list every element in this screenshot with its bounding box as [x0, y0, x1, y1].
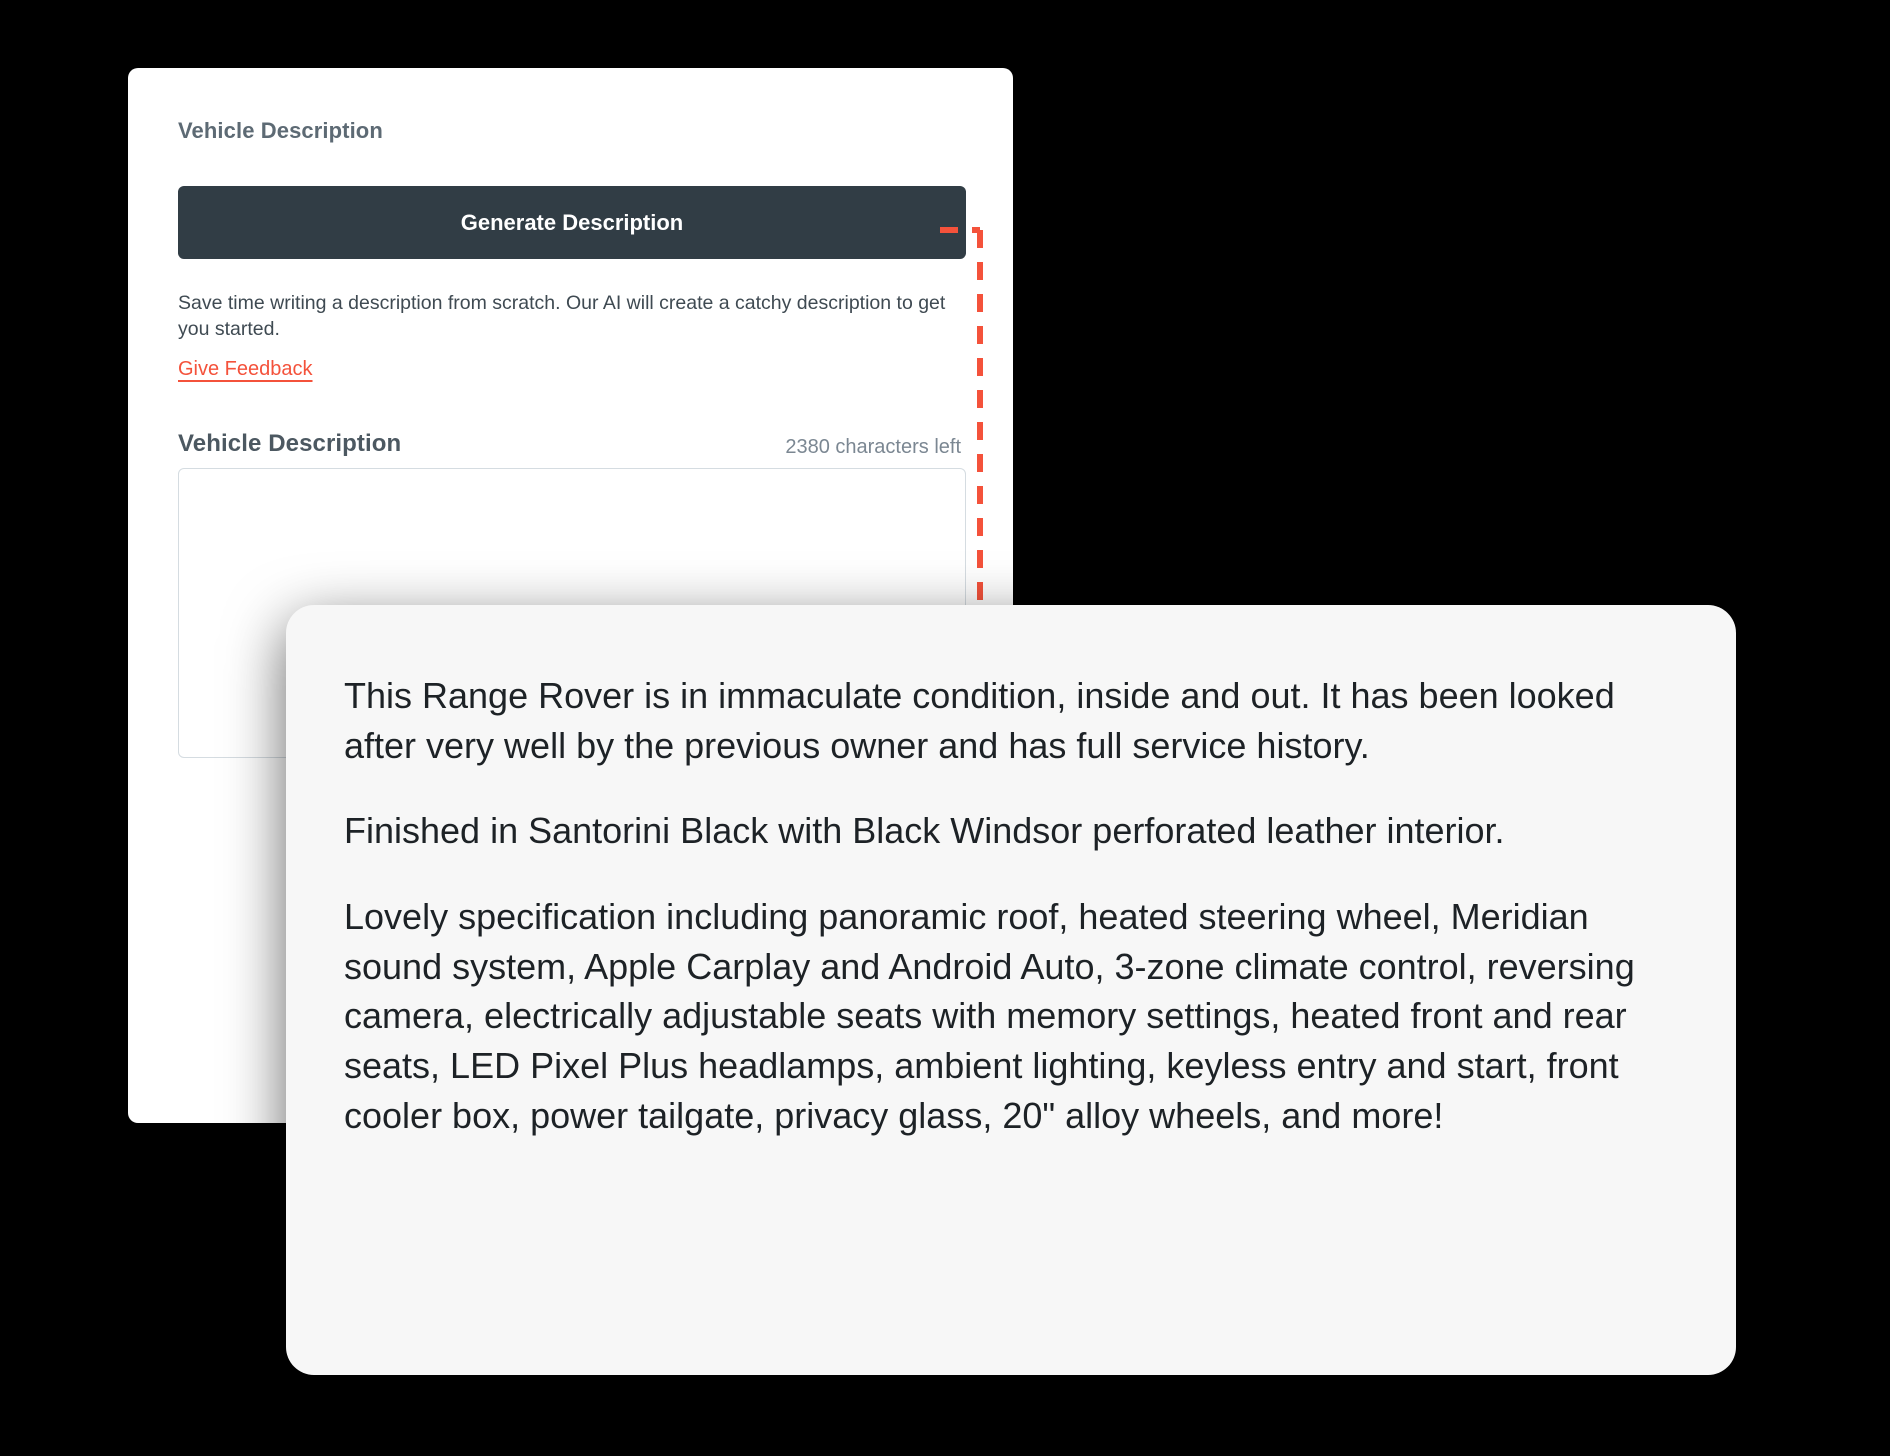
character-count: 2380 characters left: [785, 436, 961, 458]
description-paragraph: Lovely specification including panoramic roof, heated steering wheel, Meridian sound system, Apple Carplay and Android Auto, 3-zone climate control, reversing camera, electrically adjustable seats with memory settings, heated front and rear seats, LED Pixel Plus headlamps, ambient lighting, keyless entry and start, front cooler box, power tailgate, privacy glass, 20" alloy wheels, and more!: [344, 896, 1635, 1136]
description-paragraph: Finished in Santorini Black with Black Windsor perforated leather interior.: [344, 810, 1505, 852]
page-title: Vehicle Description: [178, 118, 383, 143]
description-paragraph: This Range Rover is in immaculate condition, inside and out. It has been looked after very well by the previous owner and has full service history.: [344, 675, 1615, 766]
vehicle-description-label: Vehicle Description: [178, 430, 402, 457]
helper-text: Save time writing a description from scratch. Our AI will create a catchy description to get you started.: [178, 292, 946, 341]
generated-description-card: [286, 605, 1736, 1375]
generate-description-button[interactable]: Generate Description: [178, 186, 966, 259]
give-feedback-link[interactable]: Give Feedback: [178, 358, 313, 380]
